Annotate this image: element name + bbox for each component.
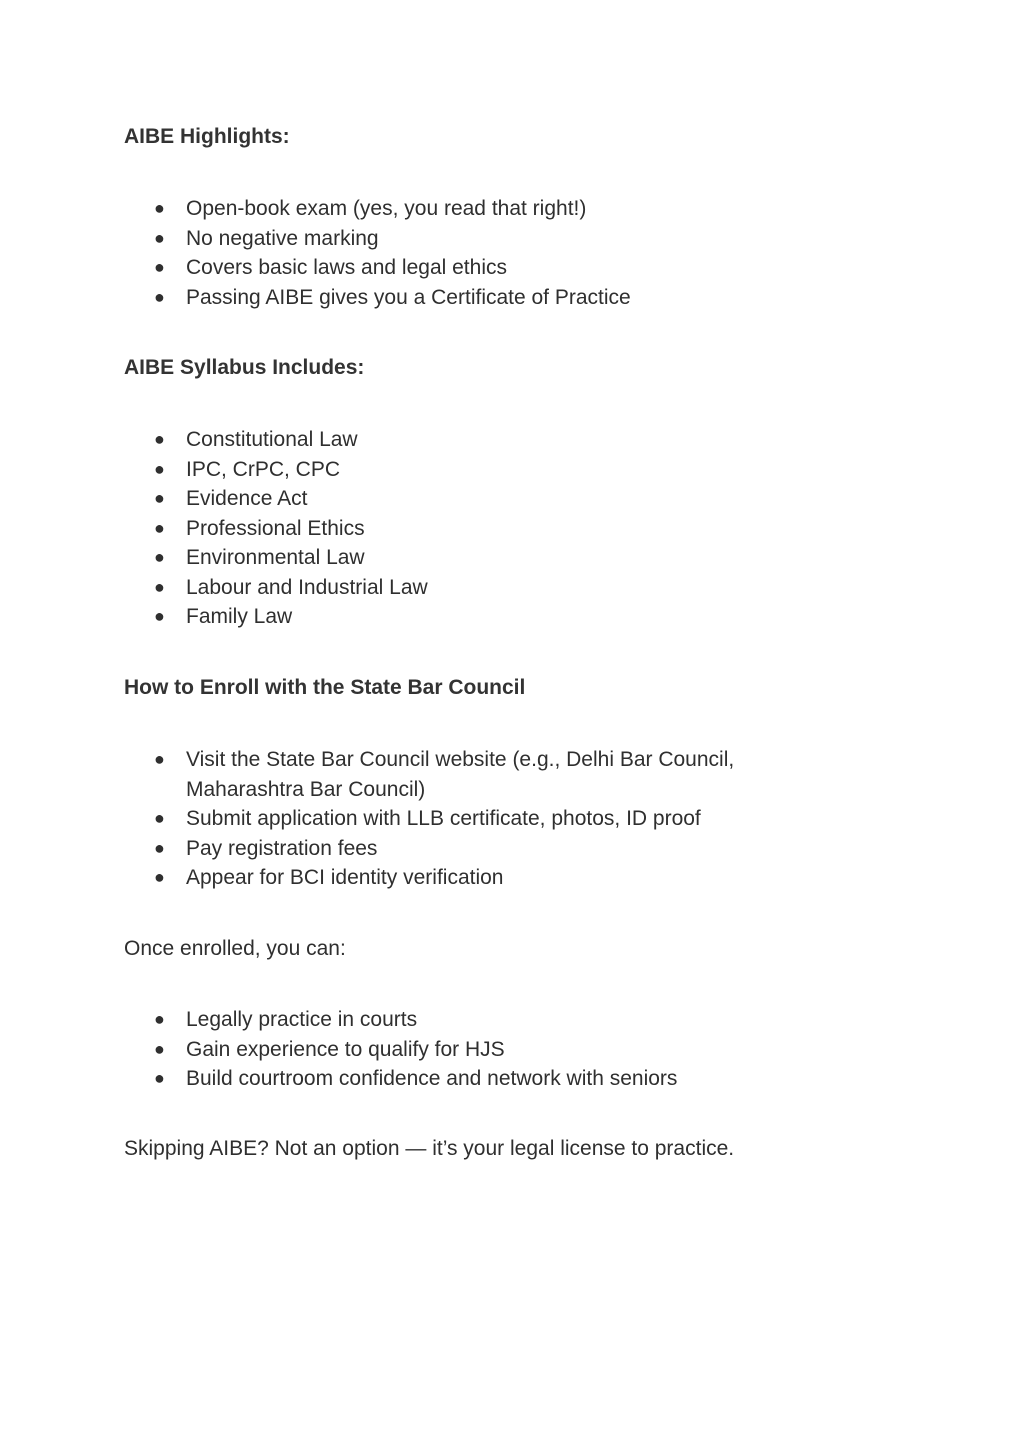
- list-item: ● Legally practice in courts: [124, 1005, 826, 1035]
- bullet-icon: ●: [154, 837, 165, 858]
- list-item: ● Environmental Law: [124, 543, 826, 573]
- list-syllabus: [124, 425, 826, 632]
- bullet-icon: ●: [154, 1068, 165, 1088]
- bullet-icon: ●: [154, 227, 165, 248]
- bullet-icon: ●: [154, 429, 165, 449]
- list-item: ● Labour and Industrial Law: [124, 573, 826, 603]
- bullet-icon: ●: [154, 576, 165, 597]
- bullet-icon: ●: [154, 547, 165, 567]
- list-item: ● Pay registration fees: [124, 834, 826, 864]
- list-item: ● Family Law: [124, 602, 826, 632]
- list-item: ● Gain experience to qualify for HJS: [124, 1035, 826, 1065]
- bullet-icon: ●: [154, 808, 165, 828]
- list-item: ● Passing AIBE gives you a Certificate of Practice: [124, 283, 826, 313]
- list-item: ● Submit application with LLB certificate, photos, ID proof: [124, 804, 826, 834]
- list-enroll: [124, 745, 826, 893]
- list-item: ● Professional Ethics: [124, 514, 826, 544]
- section-heading-highlights: AIBE Highlights:: [124, 125, 290, 148]
- list-item: ● Evidence Act: [124, 484, 826, 514]
- closing-paragraph: Skipping AIBE? Not an option — it’s your legal license to practice.: [124, 1137, 735, 1160]
- bullet-icon: ●: [154, 1009, 165, 1029]
- bullet-icon: ●: [154, 257, 165, 277]
- list-highlights: [124, 194, 826, 312]
- once-enrolled-paragraph: Once enrolled, you can:: [124, 937, 346, 960]
- bullet-icon: ●: [154, 286, 165, 307]
- bullet-icon: ●: [154, 1038, 165, 1059]
- section-heading-syllabus: AIBE Syllabus Includes:: [124, 356, 365, 379]
- bullet-icon: ●: [154, 517, 165, 538]
- list-item: ● IPC, CrPC, CPC: [124, 455, 826, 485]
- bullet-icon: ●: [154, 749, 165, 769]
- list-item: ● Appear for BCI identity verification: [124, 863, 826, 893]
- list-item: ● No negative marking: [124, 224, 826, 254]
- bullet-icon: ●: [154, 458, 165, 479]
- list-item: ● Open-book exam (yes, you read that right!): [124, 194, 826, 224]
- list-item: ● Build courtroom confidence and network with seniors: [124, 1064, 826, 1094]
- section-heading-enroll: How to Enroll with the State Bar Council: [124, 676, 526, 699]
- bullet-icon: ●: [154, 606, 165, 626]
- list-item: ● Covers basic laws and legal ethics: [124, 253, 826, 283]
- list-item: ● Visit the State Bar Council website (e.g., Delhi Bar Council, Maharashtra Bar Council): [124, 745, 826, 804]
- list-item: ● Constitutional Law: [124, 425, 826, 455]
- bullet-icon: ●: [154, 198, 165, 218]
- list-benefits: [124, 1005, 826, 1094]
- bullet-icon: ●: [154, 488, 165, 508]
- bullet-icon: ●: [154, 867, 165, 887]
